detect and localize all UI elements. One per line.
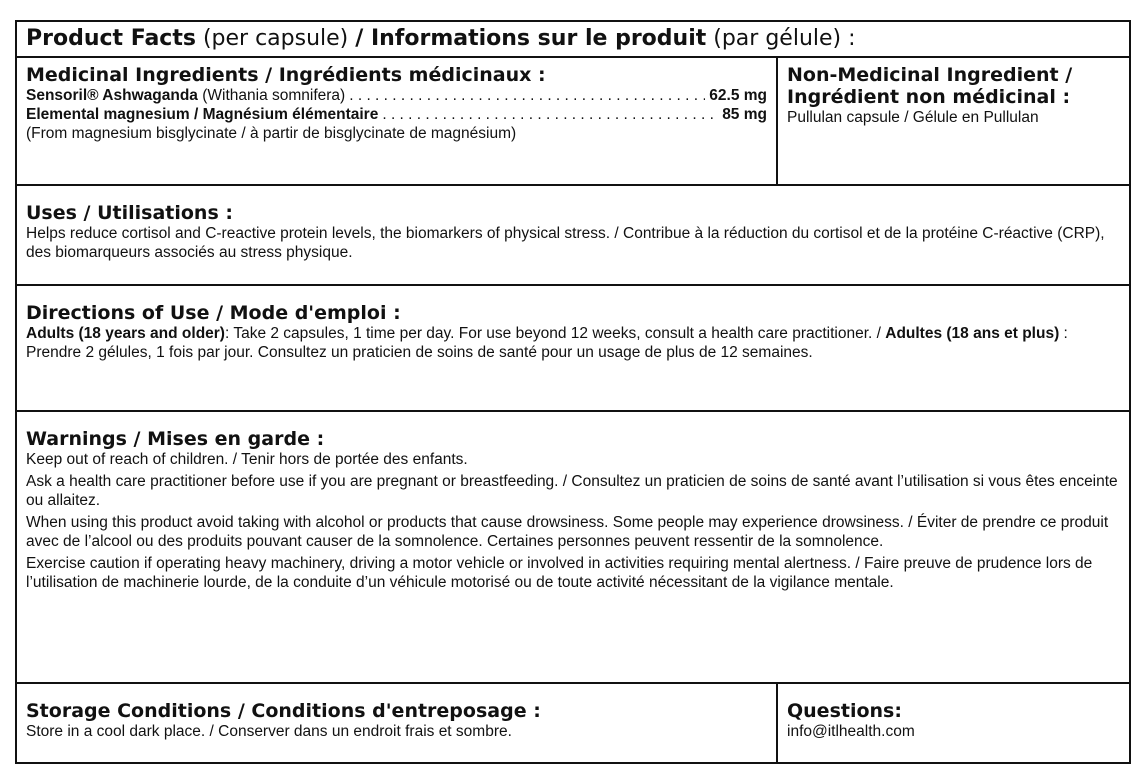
uses-cell: [17, 186, 1129, 284]
uses-heading: Uses / Utilisations :: [26, 202, 233, 224]
directions-fr-text: : Prendre 2 gélules, 1 fois par jour. Consultez un praticien de soins de santé pour un usage de plus de 12 semaines.: [26, 325, 1068, 361]
leader-dots: [349, 86, 705, 105]
storage-heading: Storage Conditions / Conditions d'entreposage :: [26, 700, 541, 722]
warnings-cell: [17, 412, 1129, 682]
page-title: [17, 22, 1129, 56]
uses-section: [17, 186, 1129, 286]
warning-item: When using this product avoid taking with alcohol or products that cause drowsiness. Some people may experience drowsiness. / Éviter de prendre ce produit avec de l’alcool ou des produits pouvant causer de la somnolence. Certaines personnes peuvent ressentir de la somnolence.: [26, 514, 1109, 550]
product-facts-header: [17, 22, 1129, 58]
leader-dots: [382, 105, 718, 124]
storage-text: Store in a cool dark place. / Conserver dans un endroit frais et sombre.: [26, 723, 512, 740]
non-medicinal-text: Pullulan capsule / Gélule en Pullulan: [787, 109, 1039, 126]
directions-en-bold: Adults (18 years and older): [26, 325, 225, 342]
non-medicinal-heading-line1: Non-Medicinal Ingredient /: [787, 64, 1073, 86]
questions-email: info@itlhealth.com: [787, 723, 915, 740]
ingredient-name: Sensoril® Ashwaganda: [26, 87, 198, 104]
warning-item: Keep out of reach of children. / Tenir hors de portée des enfants.: [26, 451, 468, 468]
ingredient-row: [26, 105, 767, 124]
product-facts-panel: [15, 20, 1131, 764]
ingredient-name: Elemental magnesium / Magnésium élémentaire: [26, 106, 379, 123]
medicinal-heading: Medicinal Ingredients / Ingrédients médicinaux :: [26, 64, 546, 86]
non-medicinal-ingredients: [776, 58, 1129, 184]
directions-heading: Directions of Use / Mode d'emploi :: [26, 302, 401, 324]
warnings-section: [17, 412, 1129, 684]
title-fr: / Informations sur le produit: [355, 26, 707, 51]
questions: [776, 684, 1129, 762]
ingredient-amount: 85 mg: [722, 106, 767, 123]
directions-fr-bold: Adultes (18 ans et plus): [885, 325, 1060, 342]
storage-questions-section: [17, 684, 1129, 762]
title-en-paren: (per capsule): [195, 26, 356, 51]
title-en: Product Facts: [26, 26, 196, 51]
uses-text: Helps reduce cortisol and C-reactive protein levels, the biomarkers of physical stress. / Contribue à la réduction du cortisol et de la protéine C-réactive (CRP), des biomarqueurs associés au stress physique.: [26, 225, 1105, 261]
warnings-heading: Warnings / Mises en garde :: [26, 428, 325, 450]
title-fr-paren: (par gélule) :: [706, 26, 856, 51]
directions-cell: [17, 286, 1129, 410]
ingredient-amount: 62.5 mg: [709, 87, 767, 104]
ingredient-row: [26, 86, 767, 105]
directions-section: [17, 286, 1129, 412]
directions-text: [26, 324, 1120, 362]
warning-item: Ask a health care practitioner before use if you are pregnant or breastfeeding. / Consultez un praticien de soins de santé avant l’utilisation si vous êtes enceinte ou allaitez.: [26, 473, 1118, 509]
ingredients-section: [17, 58, 1129, 186]
questions-heading: Questions:: [787, 700, 902, 722]
ingredient-latin-name: (Withania somnifera): [197, 87, 346, 104]
warning-item: Exercise caution if operating heavy machinery, driving a motor vehicle or involved in activities requiring mental alertness. / Faire preuve de prudence lors de l’utilisation de machinerie lourde, de la conduite d’un véhicule motorisé ou de toute activité nécessitant de la vigilance mentale.: [26, 555, 1093, 591]
ingredient-source-note: (From magnesium bisglycinate / à partir de bisglycinate de magnésium): [26, 125, 517, 142]
non-medicinal-heading-line2: Ingrédient non médicinal :: [787, 86, 1071, 108]
storage-conditions: [17, 684, 776, 762]
medicinal-ingredients: [17, 58, 776, 184]
directions-en-text: : Take 2 capsules, 1 time per day. For use beyond 12 weeks, consult a health care practitioner. /: [224, 325, 886, 342]
